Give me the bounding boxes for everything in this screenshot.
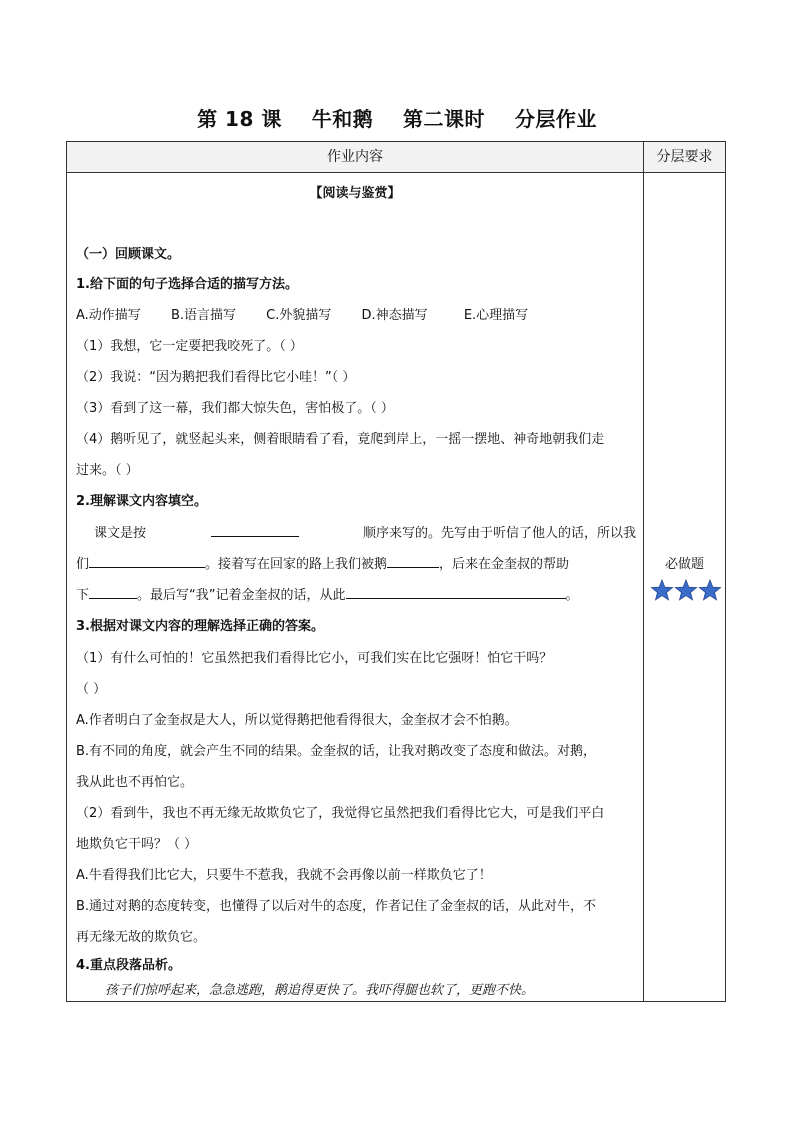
option-d: D.神态描写 — [361, 308, 428, 323]
question-2-line-3 — [76, 584, 579, 603]
question-3-title: 3.根据对课文内容的理解选择正确的答案。 — [76, 619, 324, 634]
q2-text-7: 。最后写“我”记着金奎叔的话，从此 — [137, 588, 346, 603]
q2-text-4: 。接着写在回家的路上我们被鹅 — [205, 557, 388, 572]
header-content: 作业内容 — [327, 149, 383, 165]
question-1-item-1: （1）我想，它一定要把我咬死了。（ ） — [76, 339, 303, 354]
option-b: B.语言描写 — [170, 308, 237, 323]
question-3-1-option-a: A.作者明白了金奎叔是大人，所以觉得鹅把他看得很大，金奎叔才会不怕鹅。 — [76, 713, 518, 728]
question-2-line-1 — [76, 522, 636, 541]
table-header — [67, 142, 725, 173]
q2-text-3: 们 — [76, 557, 90, 572]
question-3-1-option-b-cont: 我从此也不再怕它。 — [76, 775, 194, 790]
question-1-item-2: （2）我说：“因为鹅把我们看得比它小哇！”（ ） — [76, 370, 356, 385]
question-3-2-option-b: B.通过对鹅的态度转变，也懂得了以后对牛的态度，作者记住了金奎叔的话，从此对牛，不 — [76, 899, 597, 914]
q2-text-5: ，后来在金奎叔的帮助 — [439, 557, 570, 572]
page-title: 第 18 课 牛和鹅 第二课时 分层作业 — [197, 107, 597, 131]
part-title: （一）回顾课文。 — [76, 247, 181, 262]
difficulty-stars — [650, 578, 722, 604]
question-3-1: （1）有什么可怕的！它虽然把我们看得比它小，可我们实在比它强呀！怕它干吗？ — [76, 651, 553, 666]
star-icon — [700, 580, 721, 600]
passage-text: 孩子们惊呼起来，急急逃跑，鹅追得更快了。我吓得腿也软了，更跑不快。 — [105, 983, 535, 998]
answer-blank[interactable] — [387, 553, 439, 568]
question-3-2-option-b-cont: 再无缘无故的欺负它。 — [76, 930, 207, 945]
question-3-2-option-a: A.牛看得我们比它大，只要牛不惹我，我就不会再像以前一样欺负它了！ — [76, 868, 492, 883]
q2-text-8: 。 — [565, 588, 579, 603]
homework-table — [66, 141, 726, 1002]
question-1-options — [76, 304, 528, 323]
question-3-1-option-b: B.有不同的角度，就会产生不同的结果。金奎叔的话，让我对鹅改变了态度和做法。对鹅， — [76, 744, 597, 759]
answer-blank[interactable] — [346, 584, 566, 599]
answer-blank[interactable] — [211, 522, 299, 537]
question-1-item-3: （3）看到了这一幕，我们都大惊失色，害怕极了。（ ） — [76, 401, 394, 416]
question-2-line-2 — [76, 553, 569, 572]
question-3-2-cont: 地欺负它干吗？（ ） — [76, 837, 198, 852]
q2-text-1: 课文是按 — [94, 526, 147, 541]
question-1-title: 1.给下面的句子选择合适的描写方法。 — [76, 277, 298, 292]
question-1-item-4: （4）鹅听见了，就竖起头来，侧着眼睛看了看，竟爬到岸上，一摇一摆地、神奇地朝我们走 — [76, 432, 605, 447]
question-2-title: 2.理解课文内容填空。 — [76, 494, 207, 509]
question-4-title: 4.重点段落品析。 — [76, 958, 181, 973]
homework-content — [67, 173, 643, 1001]
option-c: C.外貌描写 — [266, 308, 332, 323]
q2-text-2: 顺序来写的。先写由于听信了他人的话，所以我 — [362, 526, 636, 541]
answer-blank[interactable] — [89, 584, 137, 599]
option-e: E.心理描写 — [463, 308, 529, 323]
question-3-2: （2）看到牛，我也不再无缘无故欺负它了，我觉得它虽然把我们看得比它大，可是我们平白 — [76, 806, 605, 821]
star-icon — [652, 580, 673, 600]
answer-blank[interactable] — [89, 553, 205, 568]
question-3-1-blank: （ ） — [76, 682, 107, 697]
star-icon — [676, 580, 697, 600]
header-requirement: 分层要求 — [656, 149, 713, 165]
section-title: 【阅读与鉴赏】 — [309, 186, 401, 201]
question-1-item-4-cont: 过来。（ ） — [76, 463, 139, 478]
option-a: A.动作描写 — [76, 308, 141, 323]
requirement-label: 必做题 — [664, 557, 704, 572]
q2-text-6: 下 — [76, 588, 90, 603]
